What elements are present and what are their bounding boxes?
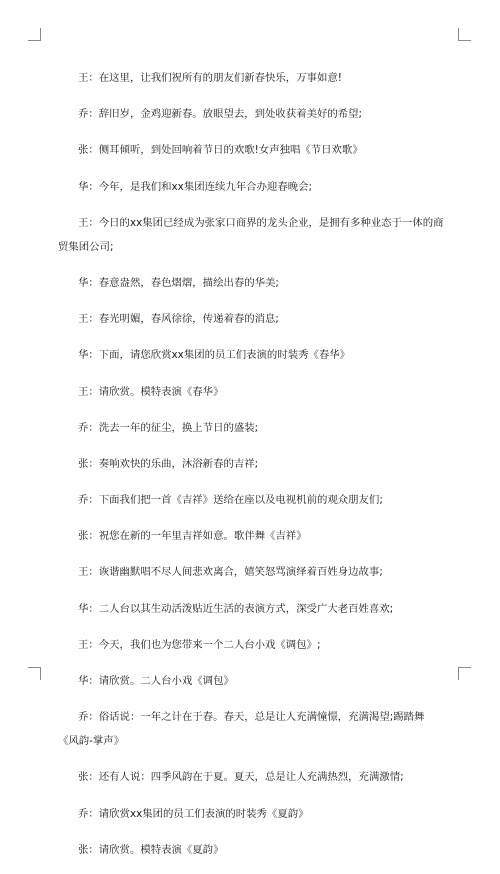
paragraph: 王：诙谐幽默唱不尽人间悲欢离合，嬉笑怒骂演绎着百姓身边故事; bbox=[78, 566, 383, 579]
paragraph: 乔：辞旧岁，金鸡迎新春。放眼望去，到处收获着美好的希望; bbox=[78, 108, 363, 121]
paragraph: 王：春光明媚，春风徐徐，传递着春的消息; bbox=[78, 313, 279, 326]
crop-mark-bottom-left bbox=[28, 667, 41, 680]
paragraph: 华：今年，是我们和xx集团连续九年合办迎春晚会; bbox=[78, 180, 312, 193]
crop-mark-top-left bbox=[28, 28, 41, 41]
paragraph: 乔：洗去一年的征尘，换上节日的盛装; bbox=[78, 421, 259, 434]
paragraph: 王：在这里，让我们祝所有的朋友们新春快乐，万事如意! bbox=[78, 72, 342, 84]
paragraph: 王：今天，我们也为您带来一个二人台小戏《调包》; bbox=[78, 638, 321, 651]
paragraph: 王：请欣赏。模特表演《春华》 bbox=[78, 385, 224, 398]
paragraph: 王：今日的xx集团已经成为张家口商界的龙头企业，是拥有多种业态于一体的商贸集团公司; bbox=[58, 216, 444, 253]
crop-mark-top-right bbox=[458, 28, 471, 41]
paragraph: 张：请欣赏。模特表演《夏韵》 bbox=[78, 843, 224, 856]
paragraph: 华：请欣赏。二人台小戏《调包》 bbox=[78, 675, 234, 687]
paragraph: 华：春意盎然，春色熠熠，描绘出春的华美; bbox=[78, 276, 279, 289]
paragraph: 乔：请欣赏xx集团的员工们表演的时装秀《夏韵》 bbox=[78, 807, 309, 820]
crop-mark-bottom-right bbox=[458, 667, 471, 680]
paragraph: 张：奏响欢快的乐曲，沐浴新春的吉祥; bbox=[78, 457, 259, 470]
paragraph: 华：二人台以其生动活泼贴近生活的表演方式，深受广大老百姓喜欢; bbox=[78, 602, 394, 615]
paragraph: 乔：俗话说：一年之计在于春。春天，总是让人充满憧憬，充满渴望;踢踏舞《风韵-掌声》 bbox=[58, 711, 425, 748]
paragraph: 张：侧耳倾听，到处回响着节日的欢歌!女声独唱《节日欢歌》 bbox=[78, 144, 363, 157]
paragraph: 张：还有人说：四季风韵在于夏。夏天，总是让人充满热烈，充满激情; bbox=[78, 771, 404, 784]
document-body bbox=[58, 66, 444, 874]
paragraph: 华：下面，请您欣赏xx集团的员工们表演的时装秀《春华》 bbox=[78, 349, 351, 362]
paragraph: 乔：下面我们把一首《吉祥》送给在座以及电视机前的观众朋友们; bbox=[78, 494, 383, 507]
paragraph: 张：祝您在新的一年里吉祥如意。歌伴舞《吉祥》 bbox=[78, 530, 307, 543]
